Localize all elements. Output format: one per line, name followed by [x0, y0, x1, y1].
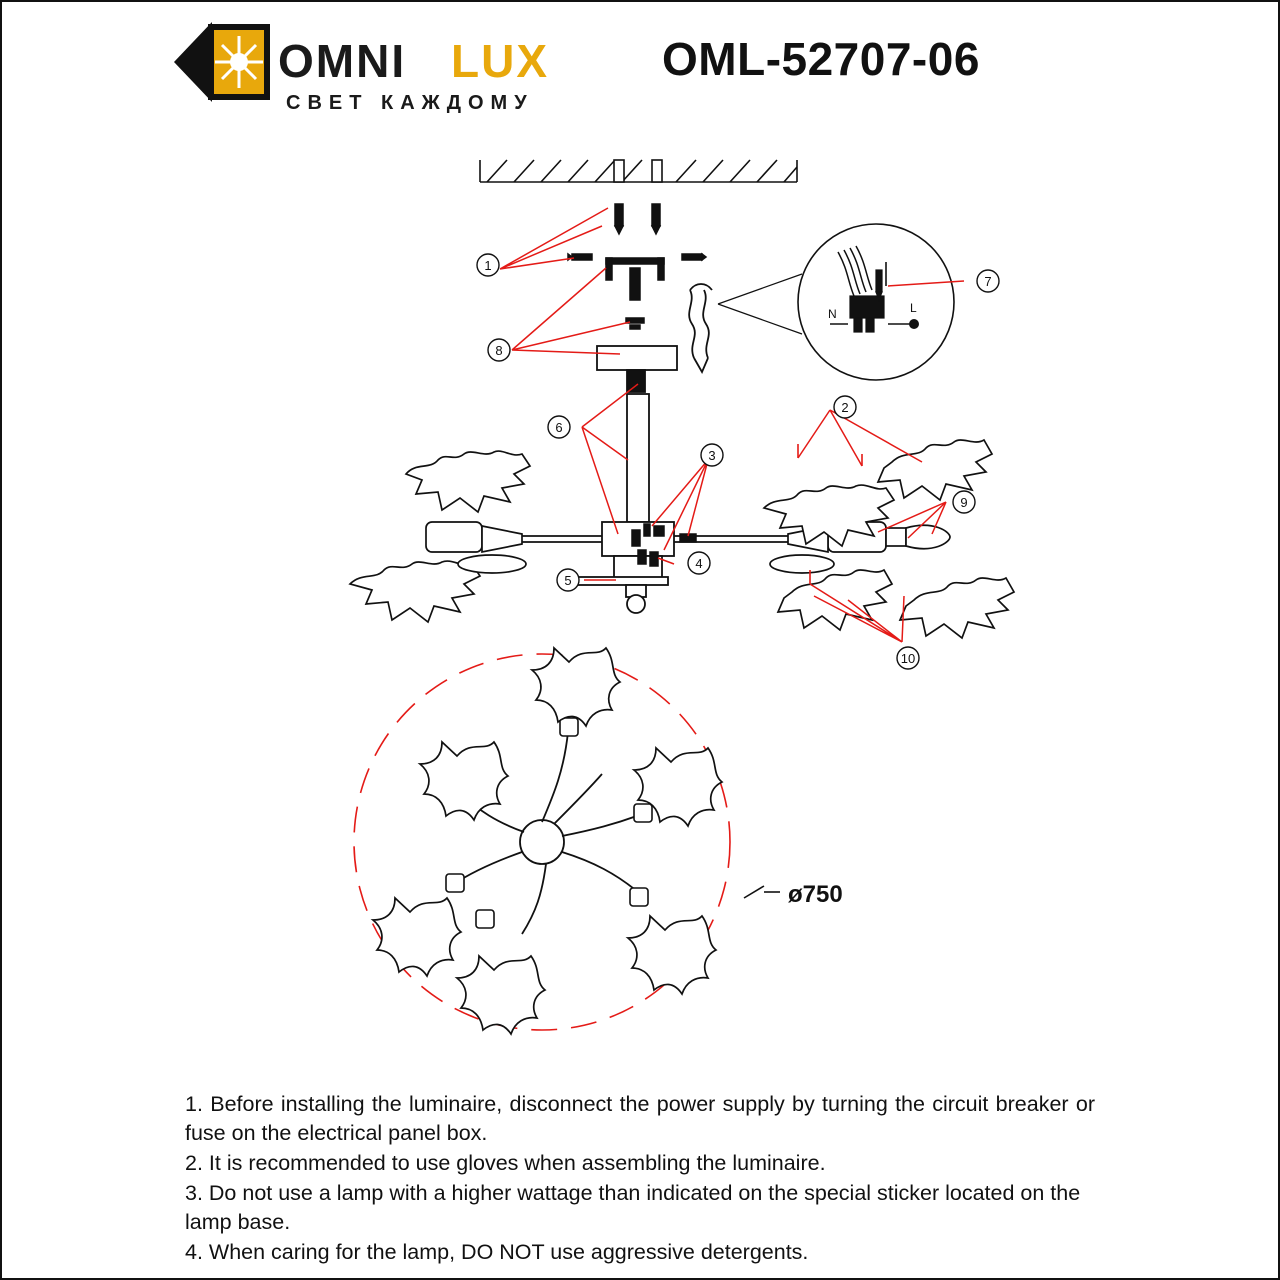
callout-3	[701, 444, 723, 466]
note-4: 4. When caring for the lamp, DO NOT use aggressive detergents.	[185, 1240, 809, 1264]
plan-leaf-bottom	[457, 956, 545, 1034]
plan-leaf-left-upper	[420, 742, 508, 820]
svg-text:5: 5	[564, 573, 572, 588]
callout-5	[557, 569, 579, 591]
diameter-annotation	[744, 881, 843, 908]
fastener-parts	[568, 204, 706, 329]
note-1: 1. Before installing the luminaire, disconnect the power supply by turning the circuit breaker or fuse on the electrical panel box.	[185, 1092, 1095, 1145]
svg-text:6: 6	[555, 420, 563, 435]
svg-text:1: 1	[484, 258, 492, 273]
callout-4	[688, 552, 710, 574]
diameter-label: ø750	[788, 881, 843, 908]
left-arm-assembly	[350, 451, 602, 622]
assembly-diagram	[2, 122, 1280, 1072]
brand-logo	[174, 16, 594, 114]
plan-leaf-left-lower	[373, 898, 461, 976]
right-arm-assembly	[674, 440, 1014, 638]
callout-10	[897, 647, 919, 669]
brand-name-omni: OMNI	[278, 35, 407, 87]
note-2: 2. It is recommended to use gloves when assembling the luminaire.	[185, 1151, 826, 1175]
header	[2, 2, 1280, 130]
terminal-label-n: N	[828, 307, 837, 321]
plan-view	[354, 648, 843, 1034]
svg-text:4: 4	[695, 556, 703, 571]
model-code: OML-52707-06	[662, 33, 980, 85]
plan-leaf-right-lower	[628, 916, 716, 994]
supply-wire	[689, 284, 712, 372]
omnilux-sun-logo-icon	[174, 16, 274, 108]
callout-2	[834, 396, 856, 418]
callout-7	[977, 270, 999, 292]
note-3: 3. Do not use a lamp with a higher wattage than indicated on the special sticker located on the lamp base.	[185, 1181, 1081, 1234]
svg-text:7: 7	[984, 274, 992, 289]
ceiling-hatching	[480, 160, 797, 182]
svg-text:3: 3	[708, 448, 716, 463]
svg-text:9: 9	[960, 495, 968, 510]
svg-text:10: 10	[900, 651, 916, 666]
brand-slogan: СВЕТ КАЖДОМУ	[286, 92, 534, 114]
callout-8	[488, 339, 510, 361]
callout-9	[953, 491, 975, 513]
plan-leaf-top	[532, 648, 620, 726]
bottom-finial	[574, 577, 668, 613]
svg-text:2: 2	[841, 400, 849, 415]
callout-6	[548, 416, 570, 438]
terminal-block-detail	[718, 224, 954, 380]
safety-notes	[185, 1090, 1095, 1268]
svg-text:8: 8	[495, 343, 503, 358]
callout-1	[477, 254, 499, 276]
terminal-label-l: L	[910, 301, 917, 315]
brand-name-lux: LUX	[451, 35, 549, 87]
